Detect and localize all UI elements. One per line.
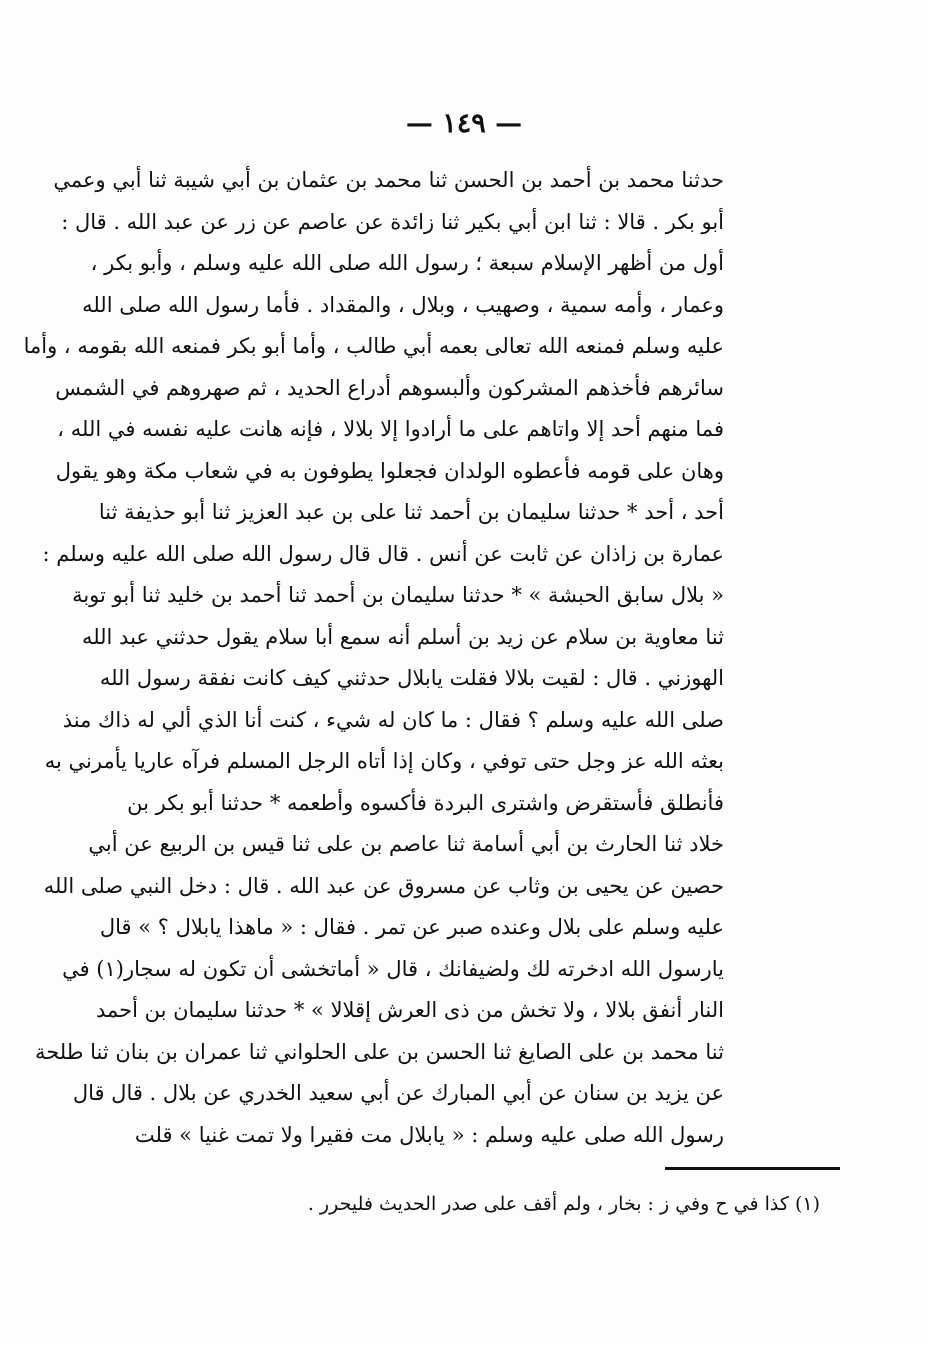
text-line-1: حدثنا محمد بن أحمد بن الحسن ثنا محمد بن عثمان بن أبي شيبة ثنا أبي وعمي: [53, 168, 724, 192]
text-line-13: الهوزني . قال : لقيت بلالا فقلت يابلال حدثني كيف كانت نفقة رسول الله: [99, 666, 724, 690]
footnote: (١) كذا في ح وفي ز : بخار ، ولم أقف على صدر الحديث فليحرر .: [307, 1193, 820, 1215]
footnote-divider: [665, 1167, 840, 1170]
text-line-5: عليه وسلم فمنعه الله تعالى بعمه أبي طالب ، وأما أبو بكر فمنعه الله بقومه ، وأما: [23, 334, 724, 358]
text-line-22: ثنا محمد بن على الصايغ ثنا الحسن بن على الحلواني ثنا عمران بن بنان ثنا طلحة: [34, 1039, 724, 1064]
text-line-9: أحد ، أحد * حدثنا سليمان بن أحمد ثنا على بن عبد العزيز ثنا أبو حذيفة ثنا: [98, 500, 724, 524]
text-line-17: خلاد ثنا الحارث بن أبي أسامة ثنا عاصم بن على ثنا قيس بن الربيع عن أبي: [88, 832, 724, 856]
text-line-6: سائرهم فأخذهم المشركون وألبسوهم أدراع الحديد ، ثم صهروهم في الشمس: [55, 375, 724, 400]
text-line-3: أول من أظهر الإسلام سبعة ؛ رسول الله صلى الله عليه وسلم ، وأبو بكر ،: [90, 251, 724, 275]
text-line-15: بعثه الله عز وجل حتى توفي ، وكان إذا أتاه الرجل المسلم فرآه عاريا يأمرني به: [44, 749, 724, 773]
text-line-23: عن يزيد بن سنان عن أبي المبارك عن أبي سعيد الخدري عن بلال . قال قال: [72, 1081, 724, 1105]
text-line-8: وهان على قومه فأعطوه الولدان فجعلوا يطوفون به في شعاب مكة وهو يقول: [55, 458, 724, 483]
text-line-7: فما منهم أحد إلا واتاهم على ما أرادوا إلا بلالا ، فإنه هانت عليه نفسه في الله ،: [57, 417, 724, 441]
text-line-24: رسول الله صلى عليه وسلم : « يابلال مت فقيرا ولا تمت غنيا » قلت: [134, 1122, 724, 1147]
text-line-14: صلى الله عليه وسلم ؟ فقال : ما كان له شيء ، كنت أنا الذي ألي له ذاك منذ: [62, 707, 724, 732]
text-line-10: عمارة بن زاذان عن ثابت عن أنس . قال قال رسول الله صلى الله عليه وسلم :: [42, 541, 724, 566]
text-line-4: وعمار ، وأمه سمية ، وصهيب ، وبلال ، والمقداد . فأما رسول الله صلى الله: [82, 292, 724, 317]
main-text: [23, 160, 724, 1156]
text-line-20: يارسول الله ادخرته لك ولضيفانك ، قال « أماتخشى أن تكون له سجار(١) في: [62, 956, 724, 981]
page-number: — ١٤٩ —: [405, 108, 523, 139]
text-line-12: ثنا معاوية بن سلام عن زيد بن أسلم أنه سمع أبا سلام يقول حدثني عبد الله: [81, 624, 724, 649]
text-line-11: « بلال سابق الحبشة » * حدثنا سليمان بن أحمد ثنا أحمد بن خليد ثنا أبو توبة: [72, 583, 724, 607]
text-line-19: عليه وسلم على بلال وعنده صبر عن تمر . فقال : « ماهذا يابلال ؟ » قال: [99, 915, 724, 939]
text-line-18: حصين عن يحيى بن وثاب عن مسروق عن عبد الله . قال : دخل النبي صلى الله: [43, 873, 724, 898]
text-line-21: النار أنفق بلالا ، ولا تخش من ذى العرش إقلالا » * حدثنا سليمان بن أحمد: [95, 998, 724, 1022]
text-line-2: أبو بكر . قالا : ثنا ابن أبي بكير ثنا زائدة عن عاصم عن زر عن عبد الله . قال :: [61, 209, 724, 234]
text-line-16: فأنطلق فأستقرض واشترى البردة فأكسوه وأطعمه * حدثنا أبو بكر بن: [127, 790, 724, 815]
